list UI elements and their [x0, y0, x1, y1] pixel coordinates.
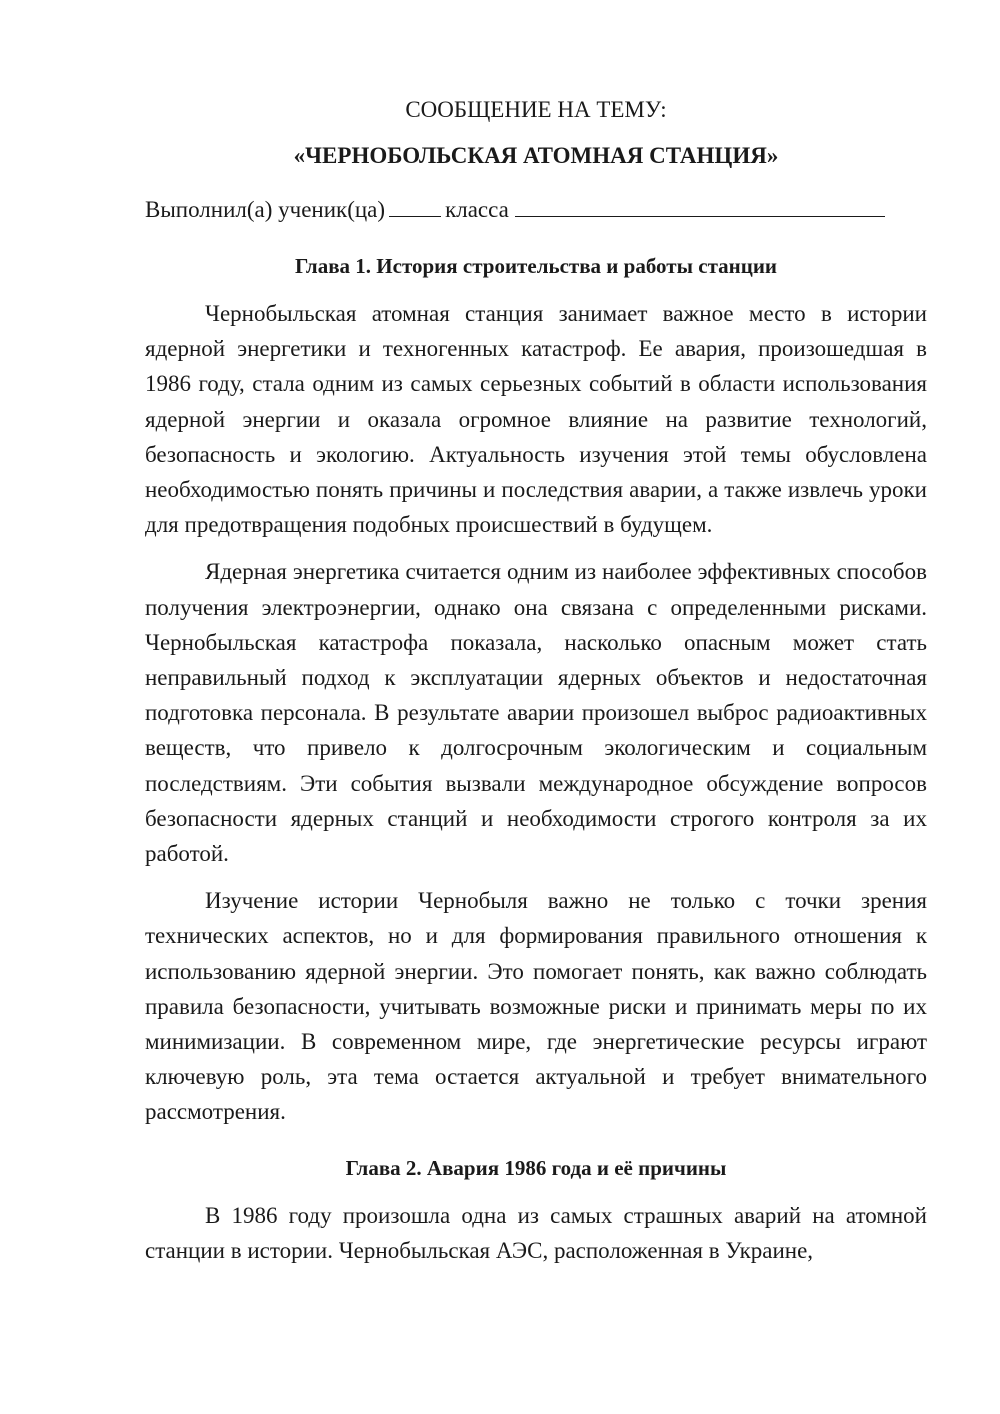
- document-title-line-1: СООБЩЕНИЕ НА ТЕМУ:: [405, 97, 667, 122]
- author-label: Выполнил(а) ученик(ца): [145, 197, 386, 222]
- chapter-2-heading: Глава 2. Авария 1986 года и её причины: [345, 1155, 727, 1180]
- chapter-1-paragraph-2: Ядерная энергетика считается одним из наиболее эффективных способов получения электроэнергии, однако она связана с определенными рисками. Чернобыльская катастрофа показала, насколько опасным может стать неправильный подход к эксплуатации ядерных объектов и недостаточная подготовка персонала. В результате аварии произошел выброс радиоактивных веществ, что привело к долгосрочным экологическим и социальным последствиям. Эти события вызвали международное обсуждение вопросов безопасности ядерных станций и необходимости строгого контроля за их работой.: [145, 559, 927, 867]
- chapter-1-heading: Глава 1. История строительства и работы станции: [294, 254, 778, 278]
- document-page: [145, 92, 927, 1280]
- author-line: [145, 192, 927, 228]
- chapter-1-paragraph-1: Чернобыльская атомная станция занимает важное место в истории ядерной энергетики и техногенных катастроф. Ее авария, произошедшая в 1986 году, стала одним из самых серьезных событий в области использования ядерной энергии и оказала огромное влияние на развитие технологий, безопасность и экологию. Актуальность изучения этой темы обусловлена необходимостью понять причины и последствия аварии, а также извлечь уроки для предотвращения подобных происшествий в будущем.: [145, 301, 927, 538]
- class-label: класса: [445, 197, 509, 222]
- grade-blank-field: [389, 194, 441, 217]
- chapter-1-paragraph-3: Изучение истории Чернобыля важно не только с точки зрения технических аспектов, но и для формирования правильного отношения к использованию ядерной энергии. Это помогает понять, как важно соблюдать правила безопасности, учитывать возможные риски и принимать меры по их минимизации. В современном мире, где энергетические ресурсы играют ключевую роль, эта тема остается актуальной и требует внимательного рассмотрения.: [145, 888, 927, 1125]
- document-title-line-2: «ЧЕРНОБОЛЬСКАЯ АТОМНАЯ СТАНЦИЯ»: [293, 143, 779, 168]
- chapter-2-paragraph-1: В 1986 году произошла одна из самых страшных аварий на атомной станции в истории. Чернобыльская АЭС, расположенная в Украине,: [145, 1202, 927, 1263]
- class-blank-field: [515, 194, 885, 217]
